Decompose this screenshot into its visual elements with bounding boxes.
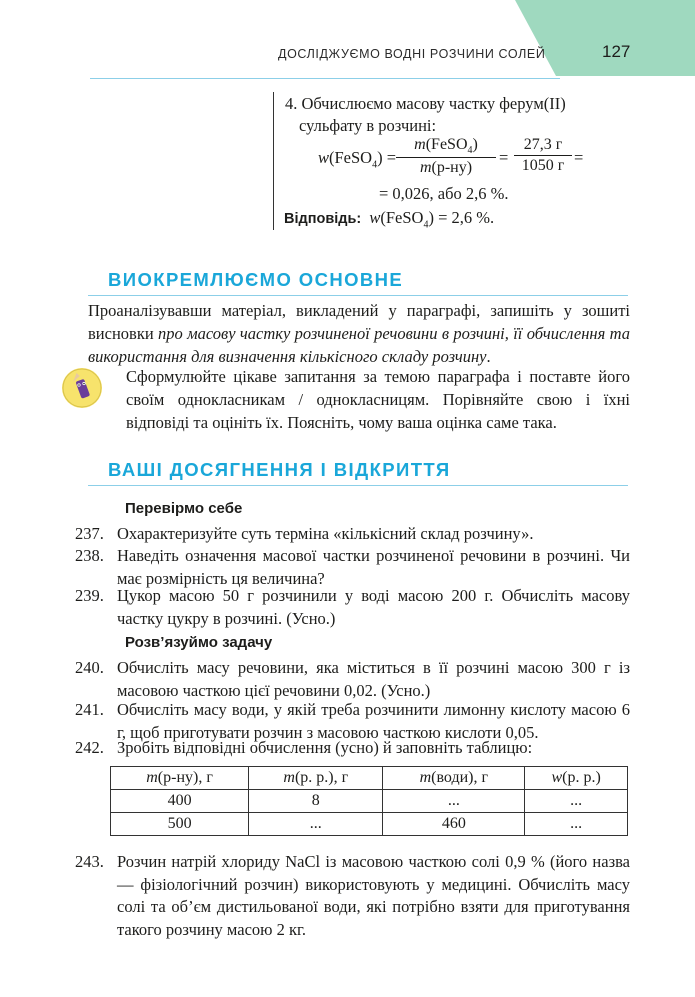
section-title-achievements: ВАШІ ДОСЯГНЕННЯ І ВІДКРИТТЯ <box>108 459 451 480</box>
task-item: 241. Обчисліть масу води, у якій треба розчинити лимонну кислоту масою 6 г, щоб приготувати розчин з масовою часткою кислоти 0,05. <box>75 700 630 742</box>
equals-sign-2: = <box>574 148 584 167</box>
equals-sign: = <box>499 148 509 167</box>
step-line-2: сульфату в розчині: <box>299 116 437 135</box>
step-line-1: 4. Обчислюємо масову частку ферум(II) <box>285 94 566 113</box>
page-number: 127 <box>602 42 631 61</box>
table-cell: 460 <box>383 813 525 836</box>
fraction-definition: m(FeSO$_4$) m(р-ну) <box>396 136 496 177</box>
table-cell: ... <box>525 813 628 836</box>
fraction-values <box>514 136 572 175</box>
task-item: 242. Зробіть відповідні обчислення (усно) й заповніть таблицю: <box>75 738 533 757</box>
section-rule-main <box>88 295 628 296</box>
fraction-denominator: 1050 г <box>521 157 565 174</box>
solution-block <box>273 92 634 230</box>
page-corner-tab <box>515 0 695 76</box>
discussion-task: Сформулюйте цікаве запитання за темою параграфа і поставте його своїм однокласникам / однокласницям. Порівняйте свою і їхні відповіді та оцініть їх. Поясніть, чому ваша оцінка саме така. <box>126 367 630 432</box>
task-item: 239. Цукор масою 50 г розчинили у воді масою 200 г. Обчисліть масову частку цукру в розчині. (Усно.) <box>75 586 630 628</box>
section-rule-achievements <box>88 485 628 486</box>
table-header-cell: w(р. р.) <box>525 767 628 790</box>
task-item: 243. Розчин натрій хлориду NaCl із масовою часткою солі 0,9 % (його назва — фізіологічний розчин) використовують у медицині. Обчисліть масу солі та об’єм дистильованої води, які потрібно взяти для приготування такого розчину масою 2 кг. <box>75 852 630 939</box>
table-header-cell: m(р-ну), г <box>111 767 249 790</box>
table-row <box>111 790 628 813</box>
formula-lhs: w(FeSO$_4$) = <box>318 148 397 171</box>
header-rule <box>90 78 560 79</box>
table-cell: ... <box>525 790 628 813</box>
pencil-mascot-icon <box>62 368 102 408</box>
table-cell: 400 <box>111 790 249 813</box>
formula-result: = 0,026, або 2,6 %. <box>379 184 509 203</box>
data-table <box>110 766 628 836</box>
task-item: 237. Охарактеризуйте суть терміна «кількісний склад розчину». <box>75 524 534 543</box>
table-header-cell: m(р. р.), г <box>249 767 383 790</box>
fraction-numerator: 27,3 г <box>514 136 572 156</box>
table-cell: 8 <box>249 790 383 813</box>
task-item: 238. Наведіть означення масової частки розчиненої речовини в розчині. Чи має розмірність ця величина? <box>75 546 630 588</box>
section-title-main: ВИОКРЕМЛЮЄМО ОСНОВНЕ <box>108 269 404 290</box>
running-title: ДОСЛІДЖУЄМО ВОДНІ РОЗЧИНИ СОЛЕЙ <box>278 47 546 61</box>
table-row <box>111 813 628 836</box>
task-item: 240. Обчисліть масу речовини, яка міститься в її розчині масою 300 г із масовою часткою цієї речовини 0,02. (Усно.) <box>75 658 630 700</box>
answer-label: Відповідь: <box>284 211 362 227</box>
answer-line: Відповідь: w(FeSO$_4$) = 2,6 %. <box>284 208 495 231</box>
table-cell: ... <box>383 790 525 813</box>
table-header-cell: m(води), г <box>383 767 525 790</box>
table-header-row <box>111 767 628 790</box>
conclusion-paragraph: Проаналізувавши матеріал, викладений у параграфі, запишіть у зошиті висновки про масову частку розчиненої речовини в розчині, її обчислення та використання для визначення кількісного складу розчину. <box>88 301 630 366</box>
subheading-self-check: Перевірмо себе <box>125 500 243 517</box>
subheading-solve-problem: Розв’язуймо задачу <box>125 634 273 651</box>
table-cell: ... <box>249 813 383 836</box>
table-cell: 500 <box>111 813 249 836</box>
